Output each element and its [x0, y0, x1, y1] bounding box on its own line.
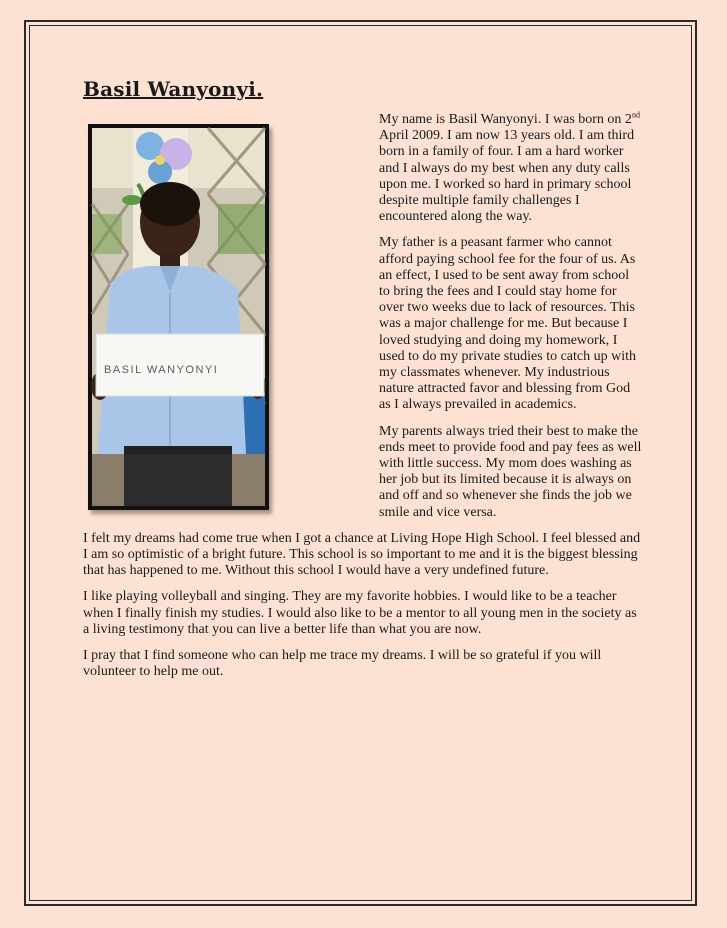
paragraph-father: My father is a peasant farmer who cannot afford paying school fee for the four of us. As an effect, I used to be sent away from school to bring the fees and I could stay home for over two weeks due to lack of resources. This was a major challenge for me. But because I loved studying and doing my homework, I used to do my private studies to catch up with my classmates whenever. My industrious nature attracted favor and blessing from God as I always prevailed in academics. [379, 235, 637, 413]
photo-spacer [83, 112, 379, 521]
paragraph-intro-text-cont: April 2009. I am now 13 years old. I am third born in a family of four. I am a hard worker and I always do my best when any duty calls upon me. I worked so hard in primary school despite multiple family challenges I encountered along the way. [379, 128, 635, 225]
paragraph-parents: My parents always tried their best to make the ends meet to provide food and pay fees as well with little success. My mom does washing as her job but its limited because it is always on and off and so whenever she finds the job we smile and vice versa. [379, 423, 642, 520]
photo-sign-text: BASIL WANYONYI [104, 364, 219, 376]
paragraph-school: I felt my dreams had come true when I got a chance at Living Hope High School. I feel blessed and I am so optimistic of a bright future. This school is so important to me and it is the biggest blessing that has happened to me. Without this school I would have a very undefined future. [83, 530, 641, 579]
ordinal-suffix: nd [631, 110, 640, 120]
page-title: Basil Wanyonyi. [83, 77, 264, 101]
paragraph-closing: I pray that I find someone who can help me trace my dreams. I will be so grateful if you will volunteer to help me out. [83, 648, 602, 680]
paragraph-intro-text: My name is Basil Wanyonyi. I was born on 2 [379, 112, 632, 127]
article-body [83, 112, 643, 691]
paragraph-hobbies: I like playing volleyball and singing. They are my favorite hobbies. I would like to be a teacher when I finally finish my studies. I would also like to be a mentor to all young men in the society as a living testimony that you can live a better life than what you are now. [83, 589, 637, 637]
